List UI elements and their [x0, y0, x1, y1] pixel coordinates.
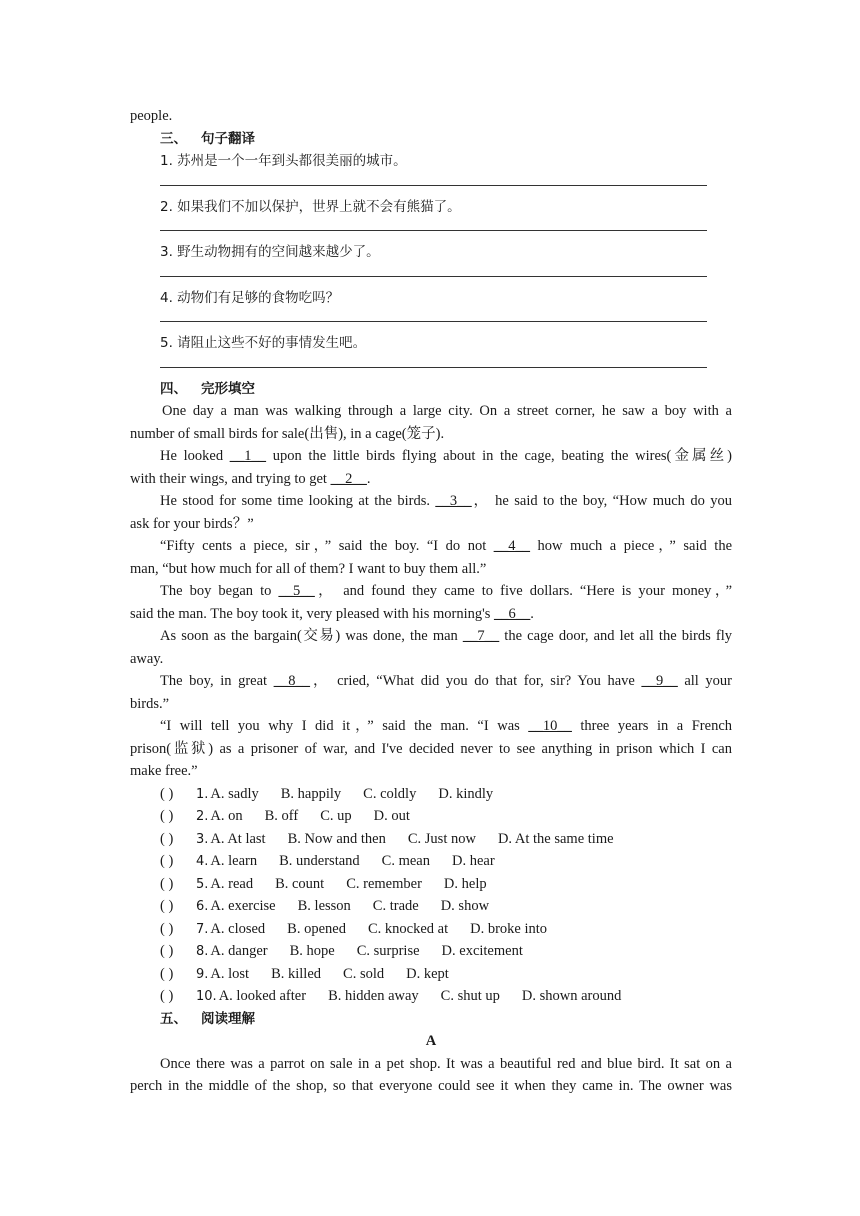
translation-question: 1. 苏州是一个一年到头都很美丽的城市。 [160, 153, 407, 169]
cloze-blank: __10__ [528, 718, 572, 734]
cloze-text: man, “but how much for all of them? I want to buy them all.” [130, 560, 487, 577]
cloze-blank: __9__ [641, 673, 678, 689]
translation-question: 2. 如果我们不加以保护，世界上就不会有熊猫了。 [160, 198, 461, 215]
option-choice: C. sold [343, 965, 385, 982]
option-choice: B. opened [287, 920, 346, 937]
option-row [130, 850, 732, 873]
cloze-blank: __6__ [494, 605, 531, 622]
answer-bracket[interactable]: ( ) [160, 785, 174, 802]
cloze-blank: __7__ [462, 628, 500, 644]
cloze-text: “I will tell you why I did it，” said the man. “I was __10__ three years in a French [160, 718, 732, 734]
option-choice: B. killed [271, 965, 322, 982]
cloze-text: ask for your birds？” [130, 515, 254, 532]
cloze-blank: __8__ [273, 673, 310, 689]
option-choice: A. danger [210, 943, 268, 959]
answer-bracket[interactable]: ( ) [160, 943, 174, 959]
option-choice: A. on [210, 808, 243, 824]
option-choice: C. Just now [407, 830, 476, 847]
reading-text: perch in the middle of the shop, so that everyone could see it when they came in. The owner was [130, 1078, 732, 1094]
document-page [130, 105, 732, 1098]
passage-label: A [425, 1033, 437, 1049]
option-choice: B. count [275, 875, 325, 892]
option-row [130, 940, 732, 963]
option-choice: C. mean [381, 853, 430, 869]
option-row [130, 918, 732, 941]
option-row [130, 963, 732, 986]
translation-question: 4. 动物们有足够的食物吃吗？ [160, 289, 340, 306]
answer-bracket[interactable]: ( ) [160, 965, 174, 982]
option-choice: A. At last [210, 830, 266, 847]
cloze-options [130, 783, 732, 1008]
option-choice: B. Now and then [287, 830, 386, 847]
cloze-text: with their wings, and trying to get __2__. [130, 470, 371, 487]
cloze-text: The boy began to __5__， and found they came to five dollars. “Here is your money，” [160, 583, 733, 599]
cloze-text: birds.” [130, 695, 170, 712]
cloze-text: One day a man was walking through a large city. On a street corner, he saw a boy with a [162, 403, 732, 419]
section-heading-reading: 五、 阅读理解 [160, 1010, 255, 1027]
option-choice: C. knocked at [367, 920, 449, 937]
option-choice: A. read [210, 875, 254, 892]
option-choice: D. out [373, 808, 410, 824]
answer-bracket[interactable]: ( ) [160, 875, 174, 892]
cloze-text: make free.” [130, 763, 198, 779]
option-choice: A. closed [210, 920, 266, 937]
option-choice: A. sadly [210, 785, 259, 802]
cloze-text: As soon as the bargain(交易) was done, the man __7__ the cage door, and let all the birds fly [160, 628, 732, 644]
option-choice: A. exercise [210, 898, 276, 914]
continued-text: people. [130, 108, 173, 124]
answer-line[interactable] [160, 309, 707, 322]
option-choice: C. shut up [440, 988, 500, 1004]
option-choice: B. lesson [297, 898, 351, 914]
option-choice: C. up [320, 808, 352, 824]
option-choice: D. kindly [438, 785, 494, 802]
cloze-text: He looked __1__ upon the little birds flying about in the cage, beating the wires(金属丝) [160, 448, 733, 464]
answer-bracket[interactable]: ( ) [160, 830, 174, 847]
option-choice: D. excitement [441, 943, 523, 959]
option-row [130, 828, 732, 851]
option-choice: D. At the same time [497, 830, 614, 847]
question-number: 9. [196, 966, 209, 982]
answer-bracket[interactable]: ( ) [160, 808, 174, 824]
option-choice: B. happily [280, 785, 342, 802]
option-choice: C. remember [346, 875, 422, 892]
answer-bracket[interactable]: ( ) [160, 853, 174, 869]
question-number: 5. [196, 876, 209, 892]
option-choice: D. show [440, 898, 490, 914]
option-row [130, 895, 732, 918]
option-choice: B. off [264, 808, 299, 824]
question-number: 6. [196, 899, 209, 914]
cloze-blank: __1__ [229, 448, 267, 464]
cloze-text: “Fifty cents a piece, sir，” said the boy. “I do not __4__ how much a piece，” said the [160, 538, 733, 554]
option-choice: B. understand [279, 853, 360, 869]
answer-line[interactable] [160, 173, 707, 186]
option-choice: D. help [443, 875, 487, 892]
option-row [130, 873, 732, 896]
cloze-text: away. [130, 650, 164, 667]
option-choice: D. kept [406, 965, 449, 982]
question-number: 4. [196, 854, 209, 869]
option-choice: B. hope [289, 943, 335, 959]
cloze-text: said the man. The boy took it, very pleased with his morning's __6__. [130, 605, 534, 622]
section-heading-translation: 三、 句子翻译 [160, 130, 255, 147]
answer-bracket[interactable]: ( ) [160, 988, 174, 1004]
question-number: 2. [196, 809, 209, 824]
cloze-text: prison(监狱) as a prisoner of war, and I've decided never to see anything in prison which I can [130, 740, 732, 757]
option-choice: C. coldly [363, 785, 417, 802]
question-number: 3. [196, 831, 209, 847]
question-number: 8. [196, 944, 209, 959]
option-choice: C. surprise [356, 943, 420, 959]
question-number: 7. [196, 921, 209, 937]
cloze-text: number of small birds for sale(出售), in a cage(笼子). [130, 425, 445, 442]
section-heading-cloze: 四、 完形填空 [160, 380, 255, 397]
option-row [130, 985, 732, 1008]
cloze-text: He stood for some time looking at the birds. __3__， he said to the boy, “How much do you [160, 493, 732, 509]
option-row [130, 783, 732, 806]
cloze-blank: __3__ [435, 493, 472, 509]
option-choice: A. learn [210, 853, 258, 869]
answer-line[interactable] [160, 218, 707, 231]
question-number: 10. [196, 989, 217, 1004]
reading-text: Once there was a parrot on sale in a pet shop. It was a beautiful red and blue bird. It sat on a [160, 1055, 732, 1072]
option-choice: A. lost [210, 965, 250, 982]
option-choice: D. broke into [470, 920, 548, 937]
answer-bracket[interactable]: ( ) [160, 920, 174, 937]
cloze-text: The boy, in great __8__， cried, “What did you do that for, sir? You have __9__ all your [160, 673, 733, 689]
translation-question: 3. 野生动物拥有的空间越来越少了。 [160, 244, 380, 260]
cloze-blank: __5__ [278, 583, 315, 599]
option-choice: C. trade [372, 898, 419, 914]
option-choice: D. hear [451, 853, 495, 869]
option-choice: A. looked after [218, 988, 307, 1004]
answer-line[interactable] [160, 355, 707, 368]
option-row [130, 805, 732, 828]
answer-bracket[interactable]: ( ) [160, 898, 174, 914]
translation-question: 5. 请阻止这些不好的事情发生吧。 [160, 335, 367, 351]
option-choice: B. hidden away [328, 988, 419, 1004]
answer-line[interactable] [160, 264, 707, 277]
option-choice: D. shown around [521, 988, 622, 1004]
question-number: 1. [196, 786, 209, 802]
cloze-blank: __2__ [330, 470, 367, 487]
cloze-blank: __4__ [493, 538, 531, 554]
